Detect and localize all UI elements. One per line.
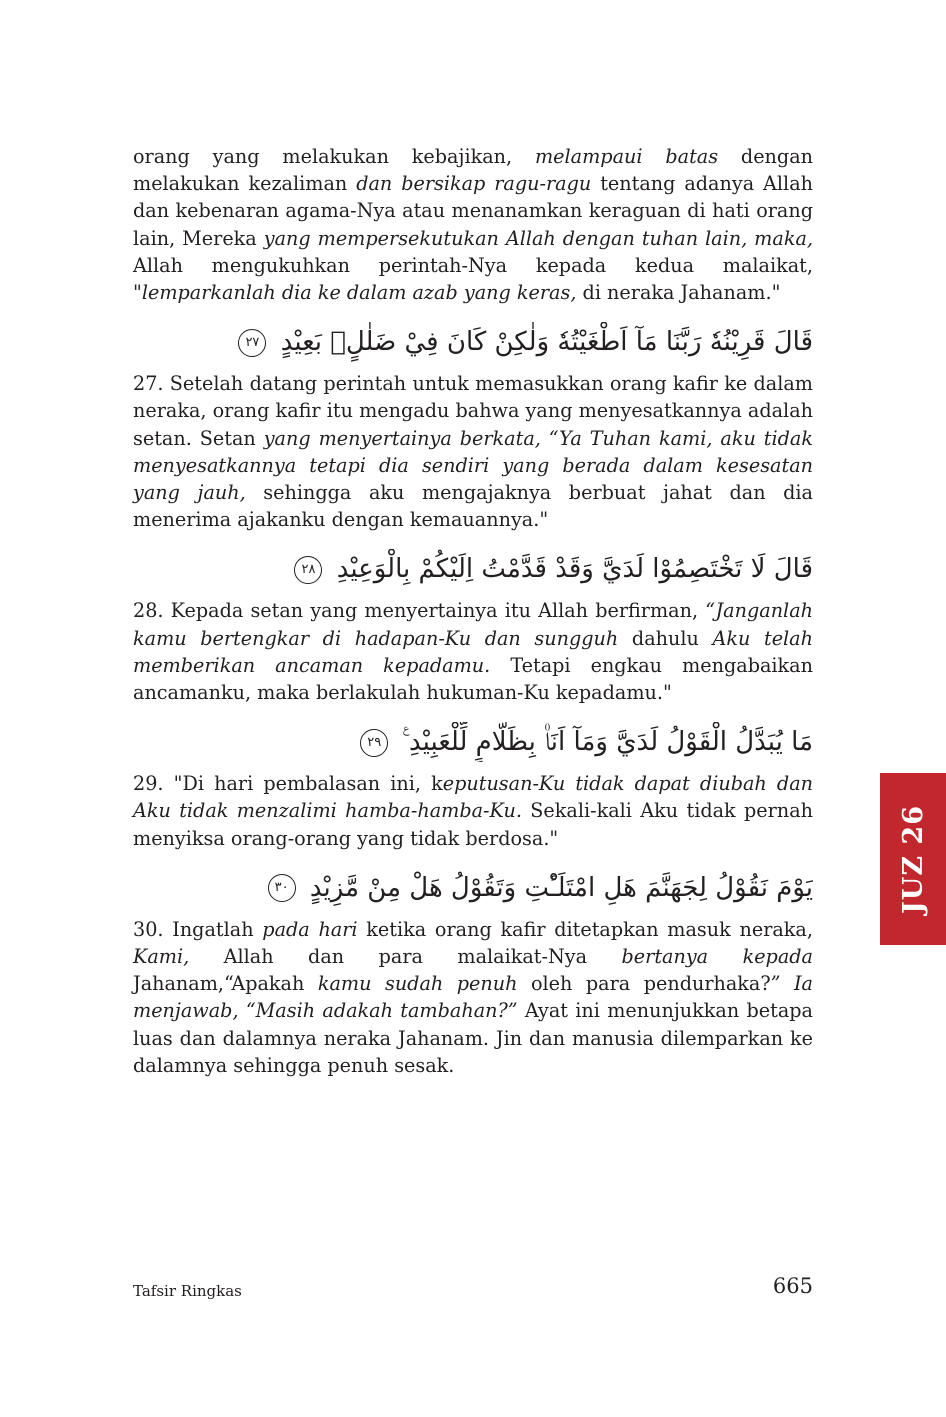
paragraph-intro bbox=[133, 143, 813, 306]
p30-segment: ” Ia menjawab, “Masih adakah tambahan?” bbox=[133, 972, 813, 1023]
intro-segment: dengan melakukan kezaliman bbox=[133, 145, 813, 196]
ayah-number-marker-27: ٢٧ bbox=[238, 329, 266, 357]
p30-segment: Allah dan para malaikat-Nya bbox=[189, 945, 622, 969]
verse-28-text: قَالَ لَا تَخْتَصِمُوْا لَدَيَّ وَقَدْ قَدَّمْتُ اِلَيْكُمْ بِالْوَعِيْدِ bbox=[336, 554, 813, 585]
intro-segment: orang yang melakukan kebajikan, bbox=[133, 145, 535, 168]
verse-28 bbox=[133, 549, 813, 589]
p30-segment: ketika orang kafir ditetapkan masuk neraka, bbox=[357, 917, 813, 941]
paragraph-30 bbox=[133, 916, 813, 1079]
p30-segment: bertanya kepada bbox=[621, 945, 813, 969]
paragraph-29 bbox=[133, 770, 813, 852]
p30-segment: Jahanam,“Apakah bbox=[133, 972, 318, 996]
paragraph-27 bbox=[133, 370, 813, 533]
p28-segment: dahulu bbox=[618, 626, 713, 650]
p27-segment: sehingga aku mengajaknya berbuat jahat dan dia menerima ajakanku dengan kemauannya." bbox=[133, 481, 813, 532]
p30-segment: pada hari bbox=[262, 917, 358, 941]
intro-segment: dan bersikap ragu-ragu bbox=[356, 172, 592, 196]
book-title: Tafsir Ringkas bbox=[133, 1282, 242, 1300]
p29-segment: Sekali-kali Aku tidak pernah menyiksa orang-orang yang tidak berdosa." bbox=[133, 799, 813, 850]
verse-27-text: قَالَ قَرِيْنُهٗ رَبَّنَا مَآ اَطْغَيْتُهٗ وَلٰكِنْ كَانَ فِيْ ضَلٰلٍۢ بَعِيْدٍ bbox=[280, 327, 813, 358]
verse-29-text: مَا يُبَدَّلُ الْقَوْلُ لَدَيَّ وَمَآ اَنَا۠ بِظَلَّامٍ لِّلْعَبِيْدِ ࣖ bbox=[402, 727, 813, 758]
p28-segment: Aku telah memberikan ancaman kepadamu. bbox=[133, 626, 813, 677]
p28-segment: 28. Kepada setan yang menyertainya itu Allah berfirman, bbox=[133, 599, 706, 623]
p27-segment: 27. Setelah datang perintah untuk memasukkan orang kafir ke dalam neraka, orang kafir itu mengadu bahwa yang menyesatkannya adalah setan. Setan bbox=[133, 372, 813, 450]
juz-tab bbox=[880, 773, 946, 945]
paragraph-28 bbox=[133, 597, 813, 706]
p30-segment: kamu sudah penuh bbox=[317, 972, 518, 996]
verse-30-text: يَوْمَ نَقُوْلُ لِجَهَنَّمَ هَلِ امْتَلَـْٔتِ وَتَقُوْلُ هَلْ مِنْ مَّزِيْدٍ bbox=[309, 872, 813, 903]
verse-30 bbox=[133, 868, 813, 908]
ayah-number-marker-30: ٣٠ bbox=[268, 874, 296, 902]
ayah-number-marker-28: ٢٨ bbox=[294, 556, 322, 584]
p30-segment: 30. Ingatlah bbox=[133, 917, 263, 941]
intro-segment: melampaui batas bbox=[534, 145, 719, 168]
page-content bbox=[133, 143, 813, 1079]
p30-segment: Kami, bbox=[133, 945, 190, 969]
intro-segment: yang mempersekutukan Allah dengan tuhan lain, maka, bbox=[263, 226, 813, 250]
p30-segment: oleh para pendurhaka? bbox=[517, 972, 771, 996]
p29-segment: eputusan-Ku tidak dapat diubah dan Aku tidak menzalimi hamba-hamba-Ku. bbox=[133, 772, 813, 823]
p27-segment: yang menyertainya berkata, “Ya Tuhan kami, aku tidak menyesatkannya tetapi dia sendiri yang berada dalam kesesatan yang jauh, bbox=[133, 426, 813, 505]
verse-27 bbox=[133, 322, 813, 362]
p28-segment: Tetapi engkau mengabaikan ancamanku, maka berlakulah hukuman-Ku kepadamu." bbox=[133, 653, 813, 705]
ayah-number-marker-29: ٢٩ bbox=[360, 729, 388, 757]
intro-segment: di neraka Jahanam." bbox=[576, 281, 781, 305]
verse-29 bbox=[133, 722, 813, 762]
page-number: 665 bbox=[772, 1274, 813, 1298]
intro-segment: lemparkanlah dia ke dalam azab yang keras, bbox=[141, 281, 577, 305]
p30-segment: Ayat ini menunjukkan betapa luas dan dalamnya neraka Jahanam. Jin dan manusia dilemparkan ke dalamnya sehingga penuh sesak. bbox=[133, 999, 813, 1077]
intro-segment: tentang adanya Allah dan kebenaran agama-Nya atau menanamkan keraguan di hati orang lain, Mereka bbox=[133, 172, 813, 250]
intro-segment: Allah mengukuhkan perintah-Nya kepada kedua malaikat, " bbox=[133, 253, 813, 305]
p29-segment: 29. "Di hari pembalasan ini, k bbox=[133, 772, 443, 796]
juz-label: JUZ 26 bbox=[897, 804, 929, 914]
p28-segment: “Janganlah kamu bertengkar di hadapan-Ku dan sungguh bbox=[133, 599, 813, 650]
